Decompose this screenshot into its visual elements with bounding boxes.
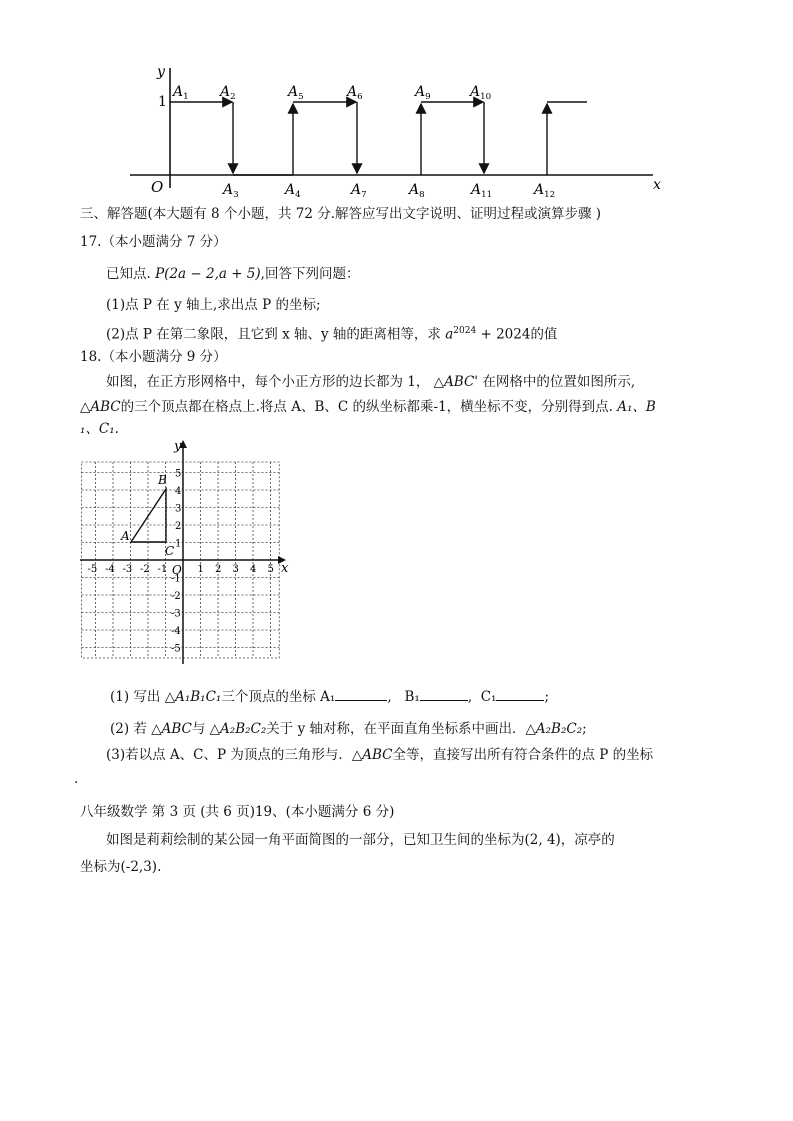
y-tick-label: -4 — [171, 626, 181, 637]
point-label-a3: $A_3$ — [223, 182, 239, 200]
y-tick-label: 5 — [175, 468, 182, 480]
blank-b1[interactable] — [420, 688, 468, 701]
x-tick-label: -1 — [157, 564, 168, 575]
grid-origin: O — [172, 563, 182, 577]
triangle-abc — [131, 489, 166, 542]
y-tick-label: -5 — [171, 643, 181, 655]
path-figure — [125, 60, 665, 200]
x-axis-label: x — [653, 177, 661, 193]
point-label-a1: $A_1$ — [173, 84, 189, 102]
vertex-a-label: A — [121, 529, 130, 543]
point-label-a5: $A_5$ — [288, 84, 304, 102]
q19-line1: 如图是莉莉绘制的某公园一角平面简图的一部分，已知卫生间的坐标为(2, 4)，凉亭的 — [106, 832, 615, 848]
q17-intro: 已知点. P(2a − 2,a + 5),回答下列问题： — [106, 266, 360, 282]
q17-part2: (2)点 P 在第二象限，且它到 x 轴、y 轴的距离相等，求 $a^{2024} + 2024$的值 — [106, 326, 558, 343]
q18-part3-dot: . — [74, 771, 79, 787]
y-tick-label: 2 — [175, 521, 182, 532]
point-label-a12: $A_{12}$ — [534, 182, 556, 200]
vertex-c-label: C — [165, 544, 175, 558]
coordinate-grid-figure — [78, 436, 293, 668]
grid-x-label: x — [281, 561, 289, 576]
x-tick-label: 4 — [250, 564, 257, 575]
point-label-a9: $A_9$ — [415, 84, 431, 102]
point-label-a7: $A_7$ — [351, 182, 367, 200]
q17-point-expr: P(2a − 2,a + 5) — [155, 266, 261, 282]
q18-line3: ₁、C₁. — [80, 421, 119, 437]
point-label-a11: $A_{11}$ — [471, 182, 493, 200]
q17-header: 17.（本小题满分 7 分） — [80, 234, 227, 250]
origin-label: O — [151, 178, 164, 196]
section3-header: 三、解答题(本大题有 8 个小题，共 72 分.解答应写出文字说明、证明过程或演算步骤 ) — [80, 206, 602, 222]
q19-line2: 坐标为(-2,3). — [80, 859, 162, 875]
page-footer-q19-header: 八年级数学 第 3 页 (共 6 页)19、(本小题满分 6 分) — [80, 804, 395, 820]
vertex-b-label: B — [158, 473, 167, 487]
q18-part1: (1) 写出 △A₁B₁C₁三个顶点的坐标 A₁ , B₁ , C₁ ; — [110, 689, 550, 705]
q18-part3: (3)若以点 A、C、P 为顶点的三角形与．△ABC全等，直接写出所有符合条件的点 P 的坐标 — [106, 747, 654, 763]
point-label-a4: $A_4$ — [285, 182, 301, 200]
x-tick-label: -4 — [105, 564, 115, 575]
q18-line1: 如图，在正方形网格中，每个小正方形的边长都为 1， △ABC' 在网格中的位置如图所示, — [106, 374, 636, 390]
y-tick-label: -2 — [171, 591, 181, 602]
y-axis-label: y — [157, 64, 165, 80]
q18-part2: (2) 若 △ABC与 △A₂B₂C₂关于 y 轴对称，在平面直角坐标系中画出．△A₂B₂C₂; — [110, 721, 587, 737]
x-tick-label: 3 — [232, 564, 239, 575]
blank-a1[interactable] — [335, 688, 387, 701]
x-tick-label: 1 — [197, 564, 204, 575]
y-tick-label: 4 — [175, 486, 182, 497]
q17-part1: (1)点 P 在 y 轴上,求出点 P 的坐标; — [106, 297, 321, 313]
point-label-a6: $A_6$ — [347, 84, 363, 102]
x-tick-label: -2 — [140, 564, 150, 575]
unit-label: 1 — [158, 94, 167, 110]
x-tick-label: -3 — [122, 564, 133, 575]
q18-header: 18.（本小题满分 9 分） — [80, 349, 227, 365]
point-label-a10: $A_{10}$ — [470, 84, 492, 102]
blank-c1[interactable] — [496, 688, 544, 701]
q18-line2: △ABC的三个顶点都在格点上.将点 A、B、C 的纵坐标都乘-1，横坐标不变，分别得到点. A₁、B — [80, 399, 656, 415]
point-label-a8: $A_8$ — [409, 182, 425, 200]
y-tick-label: -1 — [171, 573, 181, 585]
x-tick-label: 2 — [215, 564, 222, 575]
y-tick-label: 3 — [175, 503, 182, 515]
grid-y-label: y — [174, 439, 182, 454]
x-tick-label: -5 — [87, 564, 98, 575]
x-tick-label: 5 — [267, 564, 274, 575]
point-label-a2: $A_2$ — [220, 84, 236, 102]
y-tick-label: -3 — [171, 608, 181, 620]
y-tick-label: 1 — [175, 538, 182, 550]
